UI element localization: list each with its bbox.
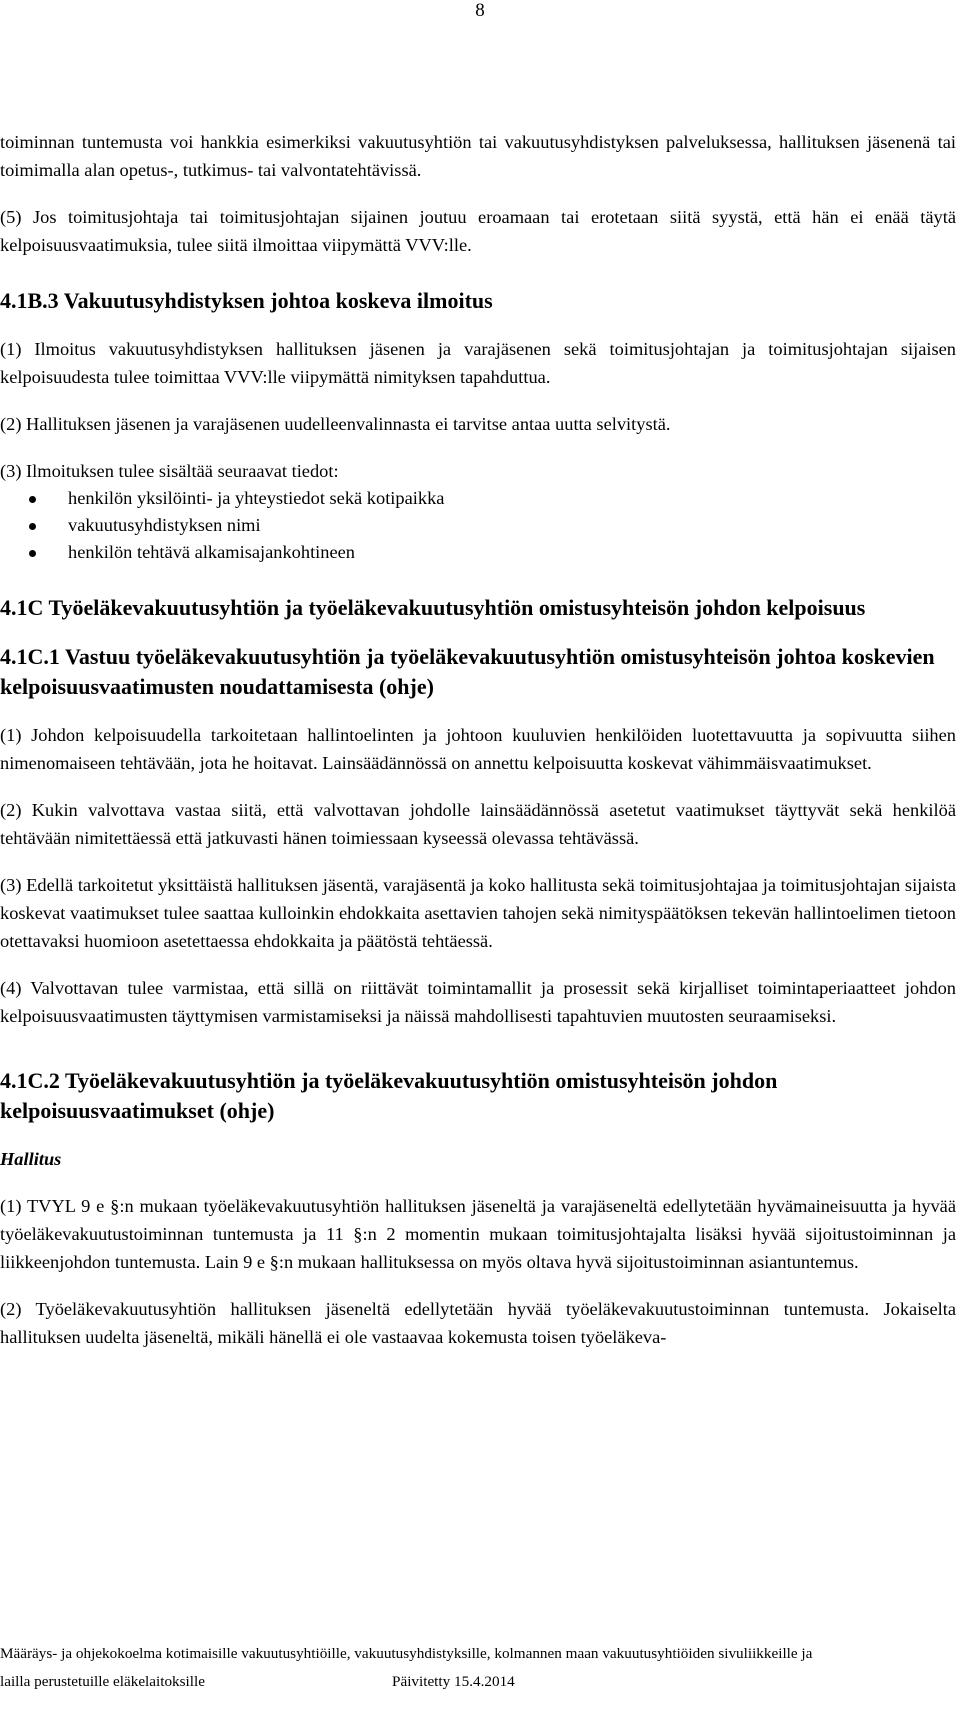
list-item xyxy=(0,539,956,566)
list-item-text: henkilön yksilöinti- ja yhteystiedot sekä kotipaikka xyxy=(68,488,445,508)
footer-line-1: Määräys- ja ohjekokoelma kotimaisille vakuutusyhtiöille, vakuutusyhdistyksille, kolmannen maan vakuutusyhtiöiden sivuliikkeille ja xyxy=(0,1645,813,1662)
section-heading-4-1b3: 4.1B.3 Vakuutusyhdistyksen johtoa koskeva ilmoitus xyxy=(0,288,493,313)
paragraph: toiminnan tuntemusta voi hankkia esimerkiksi vakuutusyhtiön tai vakuutusyhdistyksen palveluksessa, hallituksen jäsenenä tai toimimalla alan opetus-, tutkimus- tai valvontatehtävissä. xyxy=(0,132,956,180)
paragraph: (1) TVYL 9 e §:n mukaan työeläkevakuutusyhtiön hallituksen jäseneltä ja varajäseneltä edellytetään hyvämaineisuutta ja hyvää työeläkevakuutustoiminnan tuntemusta ja 11 §:n 2 momentin mukaan toimitusjohtajalta lisäksi hyvää sijoitustoiminnan ja liikkeenjohdon tuntemusta. Lain 9 e §:n mukaan hallituksessa on myös oltava hyvä sijoitustoiminnan asiantuntemus. xyxy=(0,1196,956,1272)
section-heading-4-1c: 4.1C Työeläkevakuutusyhtiön ja työeläkevakuutusyhtiön omistusyhteisön johdon kelpoisuus xyxy=(0,595,866,620)
bullet-icon xyxy=(29,550,36,557)
page-number: 8 xyxy=(475,0,485,21)
page-footer xyxy=(0,1640,960,1696)
paragraph: (3) Edellä tarkoitetut yksittäistä hallituksen jäsentä, varajäsentä ja koko hallitusta sekä toimitusjohtajaa ja toimitusjohtajan sijaista koskevat vaatimukset tulee saattaa kulloinkin ehdokkaita asettavien tahojen sekä nimityspäätöksen tekevän hallintoelimen tietoon otettavaksi huomioon asetettaessa ehdokkaita ja päätöstä tehtäessä. xyxy=(0,875,956,951)
footer-line-2 xyxy=(0,1668,960,1696)
paragraph: (2) Hallituksen jäsenen ja varajäsenen uudelleenvalinnasta ei tarvitse antaa uutta selvitystä. xyxy=(0,414,671,434)
list-item-text: henkilön tehtävä alkamisajankohtineen xyxy=(68,542,356,562)
paragraph: (1) Johdon kelpoisuudella tarkoitetaan hallintoelinten ja johtoon kuuluvien henkilöiden luotettavuutta ja sopivuutta siihen nimenomaiseen tehtävään, jota he hoitavat. Lainsäädännössä on annettu kelpoisuutta koskevat vähimmäisvaatimukset. xyxy=(0,725,956,773)
paragraph: (2) Kukin valvottava vastaa siitä, että valvottavan johdolle lainsäädännössä asetetut vaatimukset täyttyvät sekä henkilöä tehtävään nimitettäessä että jatkuvasti hänen toimiessaan kyseessä olevassa tehtävässä. xyxy=(0,800,956,848)
bullet-icon xyxy=(29,523,36,530)
list-item-text: vakuutusyhdistyksen nimi xyxy=(68,515,261,535)
page-content xyxy=(0,128,956,1351)
paragraph: (5) Jos toimitusjohtaja tai toimitusjohtajan sijainen joutuu eroamaan tai erotetaan siitä syystä, että hän ei enää täytä kelpoisuusvaatimuksia, tulee siitä ilmoittaa viipymättä VVV:lle. xyxy=(0,207,956,255)
list-item xyxy=(0,512,956,539)
section-heading-4-1c2: 4.1C.2 Työeläkevakuutusyhtiön ja työeläkevakuutusyhtiön omistusyhteisön johdon kelpoisuusvaatimukset (ohje) xyxy=(0,1068,778,1123)
subheading-hallitus: Hallitus xyxy=(0,1149,62,1169)
list-item xyxy=(0,485,956,512)
paragraph: (2) Työeläkevakuutusyhtiön hallituksen jäseneltä edellytetään hyvää työeläkevakuutustoiminnan tuntemusta. Jokaiselta hallituksen uudelta jäseneltä, mikäli hänellä ei ole vastaavaa kokemusta toisen työeläkeva- xyxy=(0,1299,956,1347)
paragraph: (3) Ilmoituksen tulee sisältää seuraavat tiedot: xyxy=(0,461,339,481)
footer-updated-date: Päivitetty 15.4.2014 xyxy=(392,1673,515,1690)
paragraph: (4) Valvottavan tulee varmistaa, että sillä on riittävät toimintamallit ja prosessit sekä kirjalliset toimintaperiaatteet johdon kelpoisuusvaatimusten täyttymisen varmistamiseksi ja näissä mahdollisesti tapahtuvien muutosten seuraamiseksi. xyxy=(0,978,956,1026)
paragraph: (1) Ilmoitus vakuutusyhdistyksen hallituksen jäsenen ja varajäsenen sekä toimitusjohtajan ja toimitusjohtajan sijaisen kelpoisuudesta tulee toimittaa VVV:lle viipymättä nimityksen tapahduttua. xyxy=(0,339,956,387)
bullet-list xyxy=(0,485,956,566)
footer-scope: laillа perustetuille eläkelaitoksille xyxy=(0,1673,205,1690)
section-heading-4-1c1: 4.1C.1 Vastuu työeläkevakuutusyhtiön ja työeläkevakuutusyhtiön omistusyhteisön johtoa koskevien kelpoisuusvaatimusten noudattamisesta (ohje) xyxy=(0,644,935,699)
bullet-icon xyxy=(29,496,36,503)
